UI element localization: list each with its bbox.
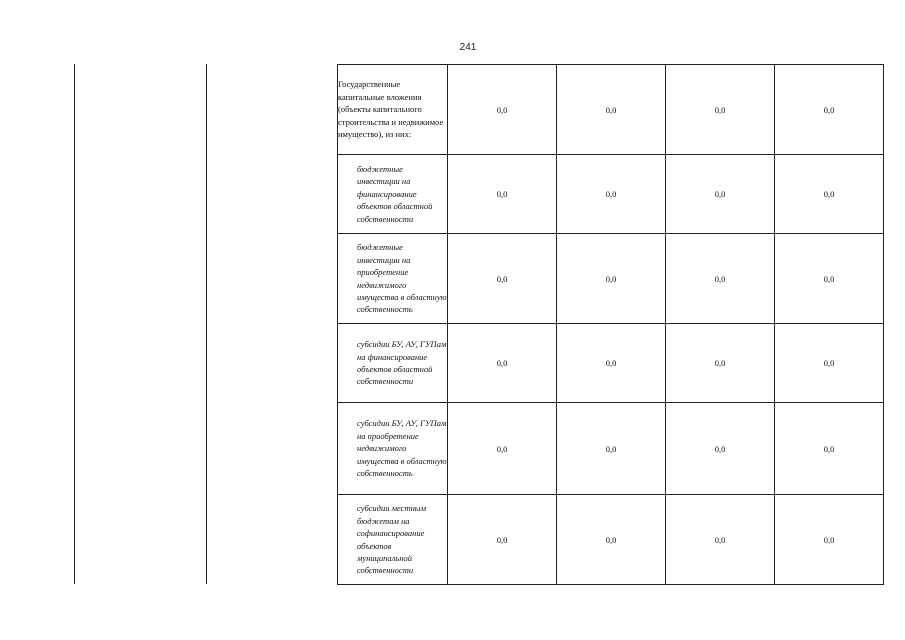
value-cell: 0,0 [557,324,666,403]
value-cell: 0,0 [775,234,884,324]
value-cell: 0,0 [448,324,557,403]
value-cell: 0,0 [448,65,557,155]
value-cell: 0,0 [666,155,775,234]
value-cell: 0,0 [448,403,557,495]
left-column-border [74,64,75,584]
value-cell: 0,0 [666,403,775,495]
value-cell: 0,0 [448,234,557,324]
row-label: субсидии БУ, АУ, ГУПам на финансирование объектов областной собственности [338,324,448,403]
value-cell: 0,0 [557,403,666,495]
value-cell: 0,0 [666,495,775,585]
value-cell: 0,0 [448,495,557,585]
value-cell: 0,0 [775,324,884,403]
value-cell: 0,0 [666,65,775,155]
table-row [338,234,884,324]
value-cell: 0,0 [448,155,557,234]
value-cell: 0,0 [557,65,666,155]
value-cell: 0,0 [775,495,884,585]
value-cell: 0,0 [666,234,775,324]
value-cell: 0,0 [557,495,666,585]
value-cell: 0,0 [775,65,884,155]
value-cell: 0,0 [775,403,884,495]
value-cell: 0,0 [557,234,666,324]
value-cell: 0,0 [557,155,666,234]
table-row [338,403,884,495]
value-cell: 0,0 [666,324,775,403]
table-row [338,155,884,234]
row-label: бюджетные инвестиции на приобретение недвижимого имущества в областную собственность [338,234,448,324]
row-label: Государственные капитальные вложения (объекты капитального строительства и недвижимое имущество), из них: [338,65,448,155]
row-label: субсидии БУ, АУ, ГУПам на приобретение недвижимого имущества в областную собственность [338,403,448,495]
capital-investments-table [337,64,884,585]
table-row [338,495,884,585]
table-row [338,65,884,155]
value-cell: 0,0 [775,155,884,234]
page-number: 241 [459,42,477,53]
table-row [338,324,884,403]
second-column-border [206,64,207,584]
row-label: бюджетные инвестиции на финансирование объектов областной собственности [338,155,448,234]
row-label: субсидии местным бюджетам на софинансирование объектов муниципальной собственности [338,495,448,585]
